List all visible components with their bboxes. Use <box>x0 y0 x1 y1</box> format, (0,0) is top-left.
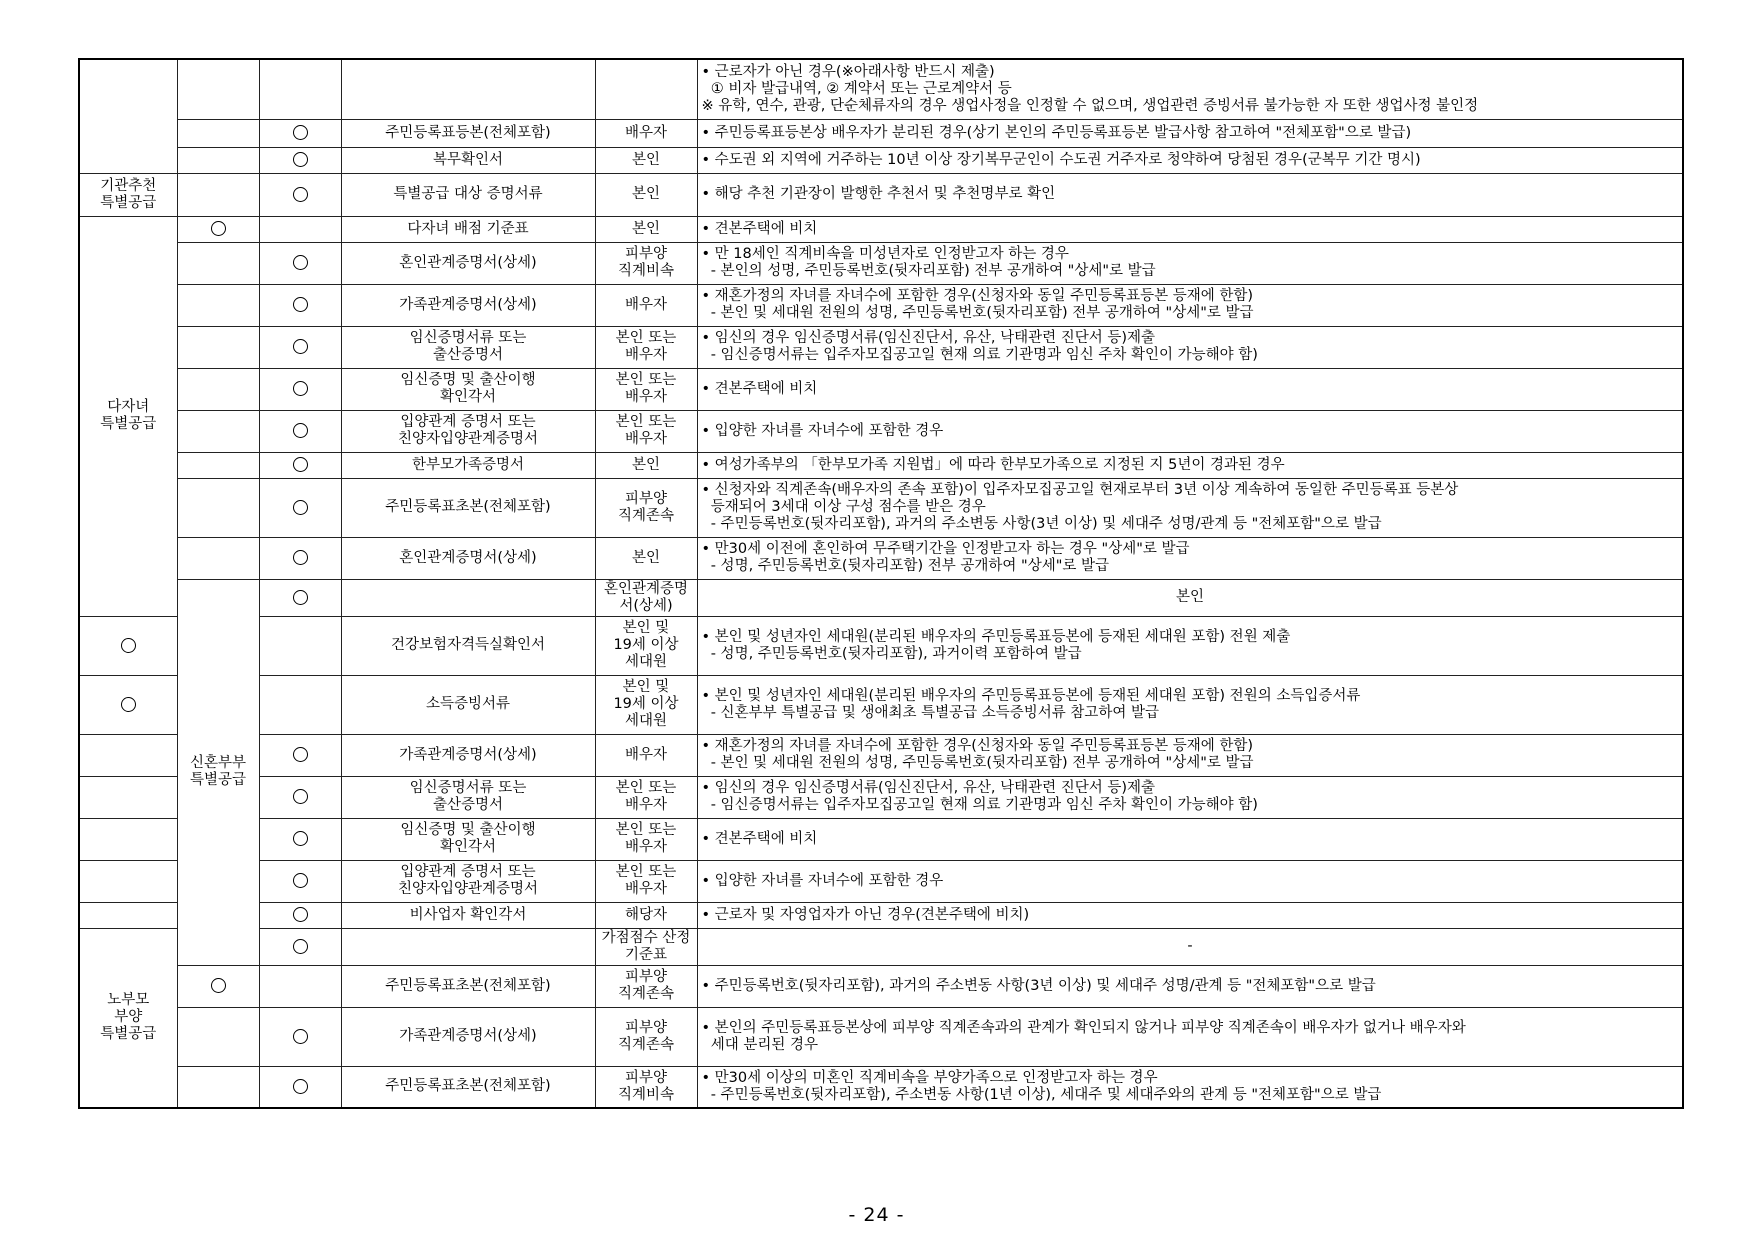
document-name-cell <box>341 734 595 776</box>
description-line: - 성명, 주민등록번호(뒷자리포함) 전부 공개하여 "상세"로 발급 <box>701 558 1110 574</box>
description-line: • 본인 및 성년자인 세대원(분리된 배우자의 주민등록표등본에 등재된 세대원 포함) 전원 제출 <box>701 628 1291 645</box>
description-cell <box>697 242 1683 284</box>
circle-mark-icon <box>293 297 308 312</box>
conditional-mark-cell <box>259 242 341 284</box>
required-mark-cell <box>177 284 259 326</box>
target-cell <box>595 173 697 216</box>
conditional-mark-cell <box>259 537 341 579</box>
circle-mark-icon <box>293 831 308 846</box>
document-name: 주민등록표초본(전체포함) <box>385 1078 551 1095</box>
target-person: 피부양 직계존속 <box>617 490 675 524</box>
table-row <box>79 368 1683 410</box>
target-person: 피부양 직계비속 <box>617 246 675 279</box>
circle-mark-icon <box>293 339 308 354</box>
required-mark-cell <box>79 734 177 776</box>
description-line: • 본인의 주민등록표등본상에 피부양 직계존속과의 관계가 확인되지 않거나 피부양 직계존속이 배우자가 없거나 배우자와 <box>701 1019 1466 1036</box>
description-line: • 만 18세인 직계비속을 미성년자로 인정받고자 하는 경우 <box>701 246 1069 262</box>
document-name: 입양관계 증명서 또는 친양자입양관계증명서 <box>397 864 539 897</box>
description-line: • 견본주택에 비치 <box>701 220 818 237</box>
document-name-cell <box>341 326 595 368</box>
circle-mark-icon <box>293 457 308 472</box>
circle-mark-icon <box>293 152 308 167</box>
document-name-cell <box>341 242 595 284</box>
document-name-cell <box>341 147 595 173</box>
conditional-mark-cell <box>259 616 341 675</box>
description-line: - 신혼부부 특별공급 및 생애최초 특별공급 소득증빙서류 참고하여 발급 <box>701 704 1160 721</box>
document-name: 가족관계증명서(상세) <box>399 746 537 763</box>
description-cell <box>697 734 1683 776</box>
description-line: • 근로자가 아닌 경우(※아래사항 반드시 제출) <box>701 63 995 80</box>
required-mark-cell <box>259 928 341 965</box>
document-name: 임신증명 및 출산이행 확인각서 <box>400 372 536 405</box>
target-person: - <box>1187 938 1193 954</box>
required-mark-cell <box>79 675 177 734</box>
table-row <box>79 579 1683 616</box>
table-row <box>79 452 1683 478</box>
required-mark-cell <box>79 902 177 928</box>
target-person: 본인 <box>631 186 660 202</box>
required-mark-cell <box>177 59 259 119</box>
conditional-mark-cell <box>259 173 341 216</box>
target-person: 본인 및 19세 이상 세대원 <box>613 679 679 729</box>
category-label: 신혼부부 특별공급 <box>189 755 247 788</box>
conditional-mark-cell <box>259 452 341 478</box>
table-row <box>79 616 1683 675</box>
target-cell <box>595 242 697 284</box>
description-line: - 본인의 성명, 주민등록번호(뒷자리포함) 전부 공개하여 "상세"로 발급 <box>701 263 1156 279</box>
table-row <box>79 326 1683 368</box>
table-row <box>79 284 1683 326</box>
document-name-cell <box>341 965 595 1007</box>
required-mark-cell <box>177 119 259 147</box>
target-cell <box>595 965 697 1007</box>
conditional-mark-cell <box>259 59 341 119</box>
circle-mark-icon <box>293 873 308 888</box>
target-person: 본인 <box>631 456 660 473</box>
description-cell <box>697 1007 1683 1066</box>
document-name-cell <box>341 59 595 119</box>
description-line: • 입양한 자녀를 자녀수에 포함한 경우 <box>701 872 944 889</box>
conditional-mark-cell <box>259 1007 341 1066</box>
target-cell <box>595 616 697 675</box>
required-mark-cell <box>177 410 259 452</box>
document-name: 복무확인서 <box>432 151 504 168</box>
document-name: 임신증명 및 출산이행 확인각서 <box>400 822 536 855</box>
description-line: • 수도권 외 지역에 거주하는 10년 이상 장기복무군인이 수도권 거주자로 청약하여 당첨된 경우(군복무 기간 명시) <box>701 151 1421 168</box>
description-line: • 근로자 및 자영업자가 아닌 경우(견본주택에 비치) <box>701 906 1030 923</box>
target-person: 본인 <box>631 549 660 566</box>
target-cell <box>595 860 697 902</box>
description-line: ① 비자 발급내역, ② 계약서 또는 근로계약서 등 <box>701 80 1012 97</box>
description-line: - 본인 및 세대원 전원의 성명, 주민등록번호(뒷자리포함) 전부 공개하여 "상세"로 발급 <box>701 755 1254 771</box>
table-row <box>79 59 1683 119</box>
category-label: 노부모 부양 특별공급 <box>100 992 157 1043</box>
category-cell <box>177 579 259 965</box>
document-name: 혼인관계증명서(상세) <box>399 254 537 271</box>
required-mark-cell <box>177 1066 259 1108</box>
target-cell <box>595 59 697 119</box>
target-person: 본인 또는 배우자 <box>615 864 677 897</box>
document-name: 특별공급 대상 증명서류 <box>393 186 543 202</box>
document-name-cell <box>595 928 697 965</box>
circle-mark-icon <box>293 907 308 922</box>
description-line: ※ 유학, 연수, 관광, 단순체류자의 경우 생업사정을 인정할 수 없으며, 생업관련 증빙서류 불가능한 자 또한 생업사정 불인정 <box>701 97 1479 114</box>
description-cell <box>697 675 1683 734</box>
conditional-mark-cell <box>259 216 341 242</box>
required-mark-cell <box>177 242 259 284</box>
required-mark-cell <box>79 616 177 675</box>
required-mark-cell <box>177 368 259 410</box>
table-row <box>79 173 1683 216</box>
description-cell <box>697 284 1683 326</box>
description-cell <box>697 368 1683 410</box>
target-cell <box>595 478 697 537</box>
conditional-mark-cell <box>259 675 341 734</box>
target-person: 배우자 <box>624 746 668 763</box>
table-row <box>79 818 1683 860</box>
target-person: 본인 또는 배우자 <box>615 822 677 855</box>
table-row <box>79 965 1683 1007</box>
target-person: 배우자 <box>624 296 668 313</box>
conditional-mark-cell <box>259 734 341 776</box>
description-cell <box>697 173 1683 216</box>
conditional-mark-cell <box>259 965 341 1007</box>
conditional-mark-cell <box>259 902 341 928</box>
description-cell <box>697 410 1683 452</box>
target-person: 배우자 <box>624 124 668 141</box>
table-row <box>79 734 1683 776</box>
description-cell <box>697 59 1683 119</box>
conditional-mark-cell <box>259 818 341 860</box>
document-name: 혼인관계증명서(상세) <box>603 580 689 614</box>
table-row <box>79 478 1683 537</box>
description-line: • 임신의 경우 임신증명서류(임신진단서, 유산, 낙태관련 진단서 등)제출 <box>701 330 1156 346</box>
table-row <box>79 860 1683 902</box>
document-name: 한부모가족증명서 <box>411 456 525 473</box>
category-label: 기관추천 특별공급 <box>100 177 157 211</box>
circle-mark-icon <box>293 939 308 954</box>
required-mark-cell <box>177 452 259 478</box>
circle-mark-icon <box>293 1079 308 1094</box>
circle-mark-icon <box>293 255 308 270</box>
required-mark-cell <box>177 216 259 242</box>
document-name: 다자녀 배점 기준표 <box>407 220 529 237</box>
circle-mark-icon <box>293 747 308 762</box>
target-person: 본인 <box>631 151 660 168</box>
description-cell <box>697 478 1683 537</box>
target-person: 본인 또는 배우자 <box>615 414 677 447</box>
document-name: 비사업자 확인각서 <box>409 906 527 923</box>
target-cell <box>595 675 697 734</box>
target-cell <box>595 452 697 478</box>
description-line: • 재혼가정의 자녀를 자녀수에 포함한 경우(신청자와 동일 주민등록표등본 등재에 한함) <box>701 288 1254 304</box>
circle-mark-icon <box>293 125 308 140</box>
table-row <box>79 242 1683 284</box>
required-mark-cell <box>177 965 259 1007</box>
description-line: • 신청자와 직계존속(배우자의 존속 포함)이 입주자모집공고일 현재로부터 3년 이상 계속하여 동일한 주민등록표 등본상 <box>701 482 1459 498</box>
document-name-cell <box>341 410 595 452</box>
category-label: 다자녀 특별공급 <box>100 399 157 432</box>
category-cell <box>79 216 177 616</box>
document-name-cell <box>341 173 595 216</box>
description-cell <box>697 902 1683 928</box>
description-cell <box>697 860 1683 902</box>
circle-mark-icon <box>293 1029 308 1044</box>
target-person: 본인 또는 배우자 <box>615 372 677 405</box>
circle-mark-icon <box>293 590 308 605</box>
document-name-cell <box>341 675 595 734</box>
description-cell <box>697 776 1683 818</box>
circle-mark-icon <box>293 550 308 565</box>
target-cell <box>595 147 697 173</box>
document-name: 주민등록표초본(전체포함) <box>385 977 551 994</box>
page-number: - 24 - <box>848 1204 905 1226</box>
target-cell <box>595 776 697 818</box>
conditional-mark-cell <box>259 284 341 326</box>
document-name-cell <box>341 216 595 242</box>
table-row <box>79 216 1683 242</box>
circle-mark-icon <box>293 423 308 438</box>
conditional-mark-cell <box>341 928 595 965</box>
description-cell <box>697 147 1683 173</box>
document-name-cell <box>341 368 595 410</box>
description-cell <box>697 216 1683 242</box>
document-name: 입양관계 증명서 또는 친양자입양관계증명서 <box>397 414 539 447</box>
circle-mark-icon <box>211 978 226 993</box>
description-cell <box>697 616 1683 675</box>
target-cell <box>595 368 697 410</box>
document-name: 임신증명서류 또는 출산증명서 <box>409 780 527 813</box>
description-cell <box>697 119 1683 147</box>
document-name: 가족관계증명서(상세) <box>399 296 537 313</box>
target-cell <box>595 902 697 928</box>
description-cell <box>697 452 1683 478</box>
required-mark-cell <box>177 173 259 216</box>
document-requirements-table <box>78 58 1684 1109</box>
target-cell <box>595 119 697 147</box>
required-mark-cell <box>177 537 259 579</box>
table-row <box>79 147 1683 173</box>
description-line: • 견본주택에 비치 <box>701 830 818 847</box>
document-name-cell <box>341 616 595 675</box>
target-person: 피부양 직계존속 <box>617 1019 675 1053</box>
conditional-mark-cell <box>259 119 341 147</box>
document-name-cell <box>595 579 697 616</box>
circle-mark-icon <box>121 697 136 712</box>
target-person: 본인 <box>631 220 660 237</box>
description-line: • 주민등록번호(뒷자리포함), 과거의 주소변동 사항(3년 이상) 및 세대주 성명/관계 등 "전체포함"으로 발급 <box>701 977 1376 994</box>
document-name: 가점점수 산정기준표 <box>601 929 691 963</box>
table-row <box>79 928 1683 965</box>
target-person: 본인 또는 배우자 <box>615 780 677 813</box>
document-name-cell <box>341 284 595 326</box>
target-cell <box>697 928 1683 965</box>
description-line: • 주민등록표등본상 배우자가 분리된 경우(상기 본인의 주민등록표등본 발급사항 참고하여 "전체포함"으로 발급) <box>701 124 1412 141</box>
description-line: - 임신증명서류는 입주자모집공고일 현재 의료 기관명과 임신 주차 확인이 가능해야 함) <box>701 797 1258 813</box>
target-cell <box>595 410 697 452</box>
target-cell <box>595 1066 697 1108</box>
circle-mark-icon <box>211 221 226 236</box>
document-name-cell <box>341 119 595 147</box>
table-row <box>79 776 1683 818</box>
document-name-cell <box>341 478 595 537</box>
target-person: 본인 또는 배우자 <box>615 330 677 363</box>
target-person: 본인 및 19세 이상 세대원 <box>613 620 679 670</box>
required-mark-cell <box>177 326 259 368</box>
circle-mark-icon <box>293 789 308 804</box>
description-line: - 성명, 주민등록번호(뒷자리포함), 과거이력 포함하여 발급 <box>701 645 1082 662</box>
target-cell <box>595 537 697 579</box>
required-mark-cell <box>177 1007 259 1066</box>
target-person: 본인 <box>1175 589 1204 605</box>
description-cell <box>697 818 1683 860</box>
conditional-mark-cell <box>259 776 341 818</box>
circle-mark-icon <box>121 638 136 653</box>
target-cell <box>595 284 697 326</box>
document-name: 임신증명서류 또는 출산증명서 <box>409 330 527 363</box>
description-line: • 재혼가정의 자녀를 자녀수에 포함한 경우(신청자와 동일 주민등록표등본 등재에 한함) <box>701 738 1254 754</box>
target-person: 해당자 <box>624 906 668 923</box>
document-name: 주민등록표초본(전체포함) <box>385 499 551 515</box>
description-line: • 견본주택에 비치 <box>701 380 818 397</box>
document-name-cell <box>341 1007 595 1066</box>
table-row <box>79 1007 1683 1066</box>
description-line: - 주민등록번호(뒷자리포함), 주소변동 사항(1년 이상), 세대주 및 세대주와의 관계 등 "전체포함"으로 발급 <box>701 1086 1382 1103</box>
required-mark-cell <box>177 147 259 173</box>
required-mark-cell <box>79 776 177 818</box>
category-cell <box>79 928 177 1108</box>
required-mark-cell <box>79 860 177 902</box>
conditional-mark-cell <box>259 368 341 410</box>
description-line: 등재되어 3세대 이상 구성 점수를 받은 경우 <box>701 499 986 515</box>
description-line: • 해당 추천 기관장이 발행한 추천서 및 추천명부로 확인 <box>701 186 1056 202</box>
target-person: 피부양 직계비속 <box>617 1069 675 1103</box>
conditional-mark-cell <box>259 147 341 173</box>
table-row <box>79 119 1683 147</box>
circle-mark-icon <box>293 187 308 202</box>
conditional-mark-cell <box>259 326 341 368</box>
description-line: • 여성가족부의 「한부모가족 지원법」에 따라 한부모가족으로 지정된 지 5년이 경과된 경우 <box>701 456 1285 473</box>
category-cell-empty <box>79 59 177 173</box>
document-name-cell <box>341 1066 595 1108</box>
description-line: - 본인 및 세대원 전원의 성명, 주민등록번호(뒷자리포함) 전부 공개하여 "상세"로 발급 <box>701 305 1254 321</box>
document-name: 가족관계증명서(상세) <box>399 1028 537 1044</box>
description-cell <box>697 965 1683 1007</box>
description-cell <box>697 1066 1683 1108</box>
table-row <box>79 410 1683 452</box>
target-person: 피부양 직계존속 <box>617 969 675 1002</box>
target-cell <box>595 1007 697 1066</box>
target-cell <box>595 818 697 860</box>
document-name-cell <box>341 860 595 902</box>
document-name: 주민등록표등본(전체포함) <box>385 124 551 141</box>
document-name-cell <box>341 452 595 478</box>
document-name: 혼인관계증명서(상세) <box>399 549 537 566</box>
target-cell <box>595 326 697 368</box>
table-row <box>79 537 1683 579</box>
description-line: • 임신의 경우 임신증명서류(임신진단서, 유산, 낙태관련 진단서 등)제출 <box>701 780 1156 796</box>
required-mark-cell <box>79 818 177 860</box>
category-cell <box>79 173 177 216</box>
description-line: • 본인 및 성년자인 세대원(분리된 배우자의 주민등록표등본에 등재된 세대원 포함) 전원의 소득입증서류 <box>701 687 1361 704</box>
description-cell <box>697 537 1683 579</box>
document-name-cell <box>341 818 595 860</box>
target-cell <box>595 216 697 242</box>
table-row <box>79 1066 1683 1108</box>
description-line: - 주민등록번호(뒷자리포함), 과거의 주소변동 사항(3년 이상) 및 세대주 성명/관계 등 "전체포함"으로 발급 <box>701 516 1382 532</box>
table-row <box>79 902 1683 928</box>
required-mark-cell <box>259 579 341 616</box>
description-line: • 입양한 자녀를 자녀수에 포함한 경우 <box>701 422 944 439</box>
document-name: 건강보험자격득실확인서 <box>390 637 546 653</box>
required-mark-cell <box>177 478 259 537</box>
description-line: - 임신증명서류는 입주자모집공고일 현재 의료 기관명과 임신 주차 확인이 가능해야 함) <box>701 347 1258 363</box>
conditional-mark-cell <box>259 860 341 902</box>
document-name-cell <box>341 776 595 818</box>
target-cell <box>595 734 697 776</box>
circle-mark-icon <box>293 500 308 515</box>
target-cell <box>697 579 1683 616</box>
conditional-mark-cell <box>259 478 341 537</box>
table-row <box>79 675 1683 734</box>
description-line: • 만30세 이상의 미혼인 직계비속을 부양가족으로 인정받고자 하는 경우 <box>701 1069 1158 1086</box>
description-line: • 만30세 이전에 혼인하여 무주택기간을 인정받고자 하는 경우 "상세"로 발급 <box>701 541 1190 557</box>
document-name: 소득증빙서류 <box>425 696 511 712</box>
conditional-mark-cell <box>259 1066 341 1108</box>
conditional-mark-cell <box>259 410 341 452</box>
description-line: 세대 분리된 경우 <box>701 1036 818 1053</box>
document-name-cell <box>341 902 595 928</box>
document-name-cell <box>341 537 595 579</box>
description-cell <box>697 326 1683 368</box>
conditional-mark-cell <box>341 579 595 616</box>
circle-mark-icon <box>293 381 308 396</box>
